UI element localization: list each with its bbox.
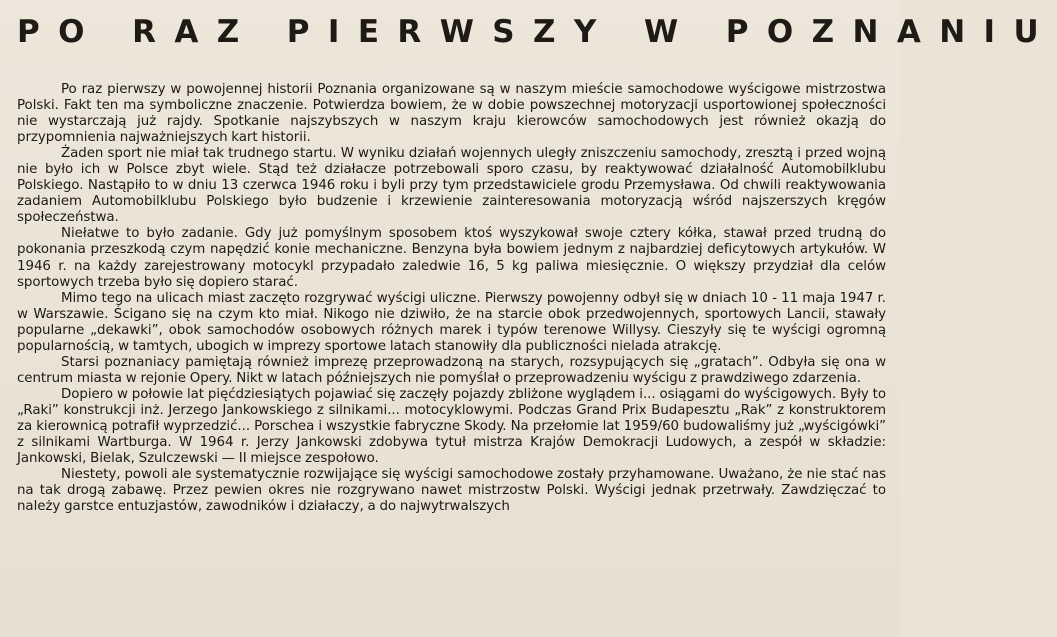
paragraph-2: Żaden sport nie miał tak trudnego startu. W wyniku działań wojennych uległy zniszczeniu samochody, zresztą i przed wojną nie było ich w Polsce zbyt wiele. Stąd też działacze potrzebowali sporo czasu, by reaktywować działalność Automobilklubu Polskiego. Nastąpiło to w dniu 13 czerwca 1946 roku i byli przy tym przedstawiciele grodu Przemysława. Od chwili reaktywowania zadaniem Automobilklubu Polskiego było budzenie i krzewienie zainteresowania motoryzacją wśród najszerszych kręgów społeczeństwa. xyxy=(17,146,886,226)
paragraph-5: Starsi poznaniacy pamiętają również imprezę przeprowadzoną na starych, rozsypujących się „gratach”. Odbyła się ona w centrum miasta w rejonie Opery. Nikt w latach późniejszych nie pomyślał o przeprowadzeniu wyścigu z prawdziwego zdarzenia. xyxy=(17,354,886,386)
paragraph-6: Dopiero w połowie lat pięćdziesiątych pojawiać się zaczęły pojazdy zbliżone wyglądem i... osiągami do wyścigowych. Były to „Raki” konstrukcji inż. Jerzego Jankowskiego z silnikami... motocyklowymi. Podczas Grand Prix Budapesztu „Rak” z konstruktorem za kierownicą potrafił wyprzedzić... Porschea i wszystkie fabryczne Skody. Na przełomie lat 1959/60 budowaliśmy już „wyścigówki” z silnikami Wartburga. W 1964 r. Jerzy Jankowski zdobywa tytuł mistrza Krajów Demokracji Ludowych, a zespół w składzie: Jankowski, Bielak, Szulczewski — II miejsce zespołowo. xyxy=(17,386,886,467)
article-title: PO RAZ PIERWSZY W POZNANIU xyxy=(17,14,1057,50)
paragraph-4: Mimo tego na ulicach miast zaczęto rozgrywać wyścigi uliczne. Pierwszy powojenny odbył się w dniach 10 - 11 maja 1947 r. w Warszawie. Ścigano się na czym kto miał. Nikogo nie dziwiło, że na starcie obok przedwojennych, sportowych Lancii, stawały popularne „dekawki”, obok samochodów osobowych różnych marek i typów terenowe Willysy. Cieszyły się te wyścigi ogromną popularnością, w tamtych, ubogich w imprezy sportowe latach stanowiły dla publiczności nielada atrakcję. xyxy=(17,290,886,354)
article-body xyxy=(17,82,886,515)
paragraph-3: Niełatwe to było zadanie. Gdy już pomyślnym sposobem ktoś wyszykował swoje cztery kółka, stawał przed trudną do pokonania przeszkodą czym napędzić konie mechaniczne. Benzyna była bowiem jednym z najbardziej deficytowych artykułów. W 1946 r. na każdy zarejestrowany motocykl przypadało zaledwie 16, 5 kg paliwa miesięcznie. O większy przydział dla celów sportowych trzeba było się dopiero starać. xyxy=(17,226,886,290)
paragraph-1: Po raz pierwszy w powojennej historii Poznania organizowane są w naszym mieście samochodowe wyścigowe mistrzostwa Polski. Fakt ten ma symboliczne znaczenie. Potwierdza bowiem, że w dobie powszechnej motoryzacji usportowionej społeczności nie wystarczają już rajdy. Spotkanie najszybszych w naszym kraju kierowców samochodowych jest również okazją do przypomnienia najważniejszych kart historii. xyxy=(17,82,886,146)
paragraph-7: Niestety, powoli ale systematycznie rozwijające się wyścigi samochodowe zostały przyhamowane. Uważano, że nie stać nas na tak drogą zabawę. Przez pewien okres nie rozgrywano nawet mistrzostw Polski. Wyścigi jednak przetrwały. Zawdzięczać to należy garstce entuzjastów, zawodników i działaczy, a do najwytrwalszych xyxy=(17,467,886,515)
